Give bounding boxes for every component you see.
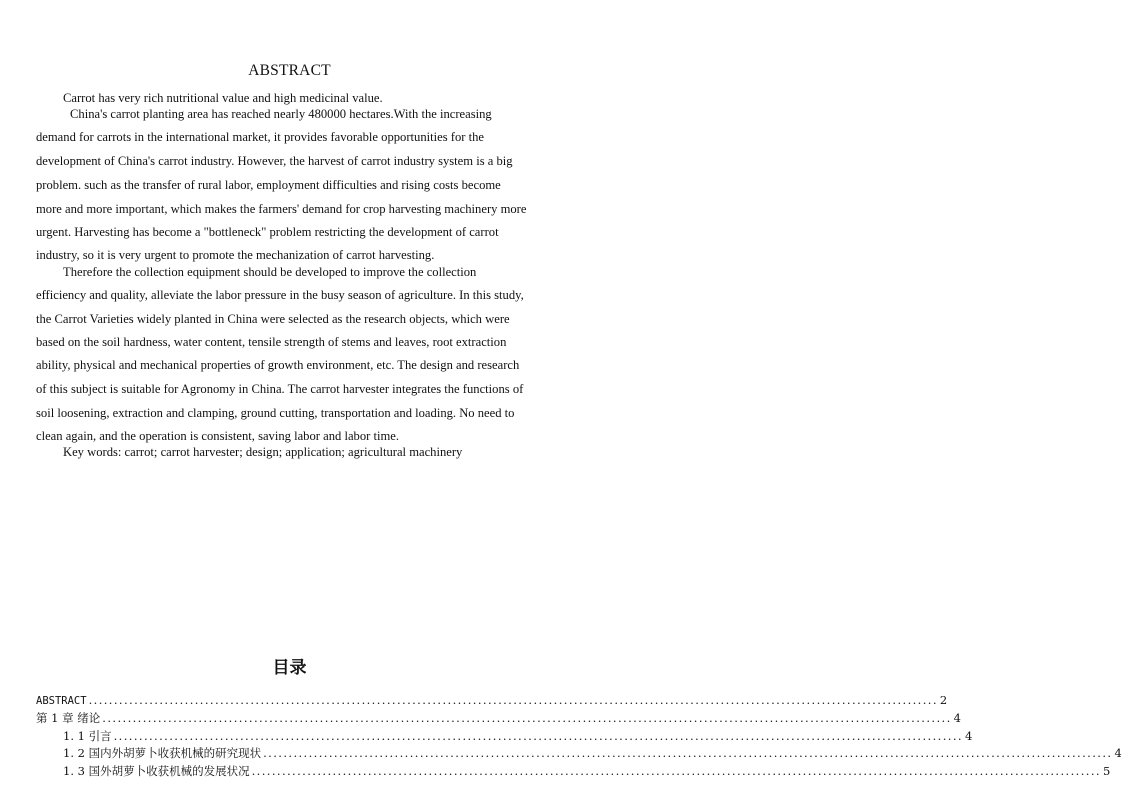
abstract-line: urgent. Harvesting has become a "bottleneck" problem restricting the development of carrot bbox=[36, 225, 499, 239]
toc-entry-page: 4 bbox=[1114, 746, 1122, 760]
abstract-line: clean again, and the operation is consistent, saving labor and labor time. bbox=[36, 429, 400, 443]
abstract-line: problem. such as the transfer of rural labor, employment difficulties and rising costs become bbox=[36, 178, 501, 192]
abstract-line: China's carrot planting area has reached nearly 480000 hectares.With the increasing bbox=[70, 107, 492, 121]
abstract-line: based on the soil hardness, water content, tensile strength of stems and leaves, root extraction bbox=[36, 335, 507, 349]
abstract-line: more and more important, which makes the farmers' demand for crop harvesting machinery more bbox=[36, 202, 527, 216]
toc-entry-label: ABSTRACT bbox=[36, 695, 87, 707]
toc-entry-page: 4 bbox=[953, 711, 961, 725]
toc-entry[interactable] bbox=[63, 746, 1122, 761]
toc-entry-page: 4 bbox=[964, 729, 973, 743]
toc-leader-dots: ........................................................................................................................................................................ bbox=[113, 729, 963, 743]
abstract-heading: ABSTRACT bbox=[248, 62, 331, 79]
abstract-line: of this subject is suitable for Agronomy in China. The carrot harvester integrates the functions of bbox=[36, 382, 524, 396]
toc-heading: 目录 bbox=[272, 658, 307, 678]
toc-entry[interactable] bbox=[36, 711, 961, 726]
toc-leader-dots: ........................................................................................................................................................................ bbox=[102, 711, 952, 725]
toc-entry-page: 2 bbox=[939, 693, 948, 707]
toc-entry[interactable] bbox=[63, 729, 973, 744]
abstract-line: ability, physical and mechanical properties of growth environment, etc. The design and research bbox=[36, 358, 520, 372]
abstract-line: Key words: carrot; carrot harvester; design; application; agricultural machinery bbox=[63, 445, 463, 459]
toc-entry[interactable] bbox=[63, 764, 1111, 779]
abstract-line: Carrot has very rich nutritional value and high medicinal value. bbox=[63, 91, 383, 105]
abstract-line: Therefore the collection equipment should be developed to improve the collection bbox=[63, 265, 477, 279]
toc-leader-dots: ........................................................................................................................................................................ bbox=[263, 746, 1113, 760]
toc-leader-dots: ........................................................................................................................................................................ bbox=[251, 764, 1101, 778]
toc-entry-label: 1. 3 国外胡萝卜收获机械的发展状况 bbox=[63, 764, 250, 778]
toc-entry-label: 第 1 章 绪论 bbox=[36, 711, 101, 725]
toc-entry-label: 1. 2 国内外胡萝卜收获机械的研究现状 bbox=[63, 746, 262, 760]
toc-leader-dots: ........................................................................................................................................................................ bbox=[88, 693, 938, 707]
toc-entry[interactable] bbox=[36, 693, 948, 708]
abstract-line: efficiency and quality, alleviate the labor pressure in the busy season of agriculture. In this study, bbox=[36, 288, 524, 302]
toc-entry-page: 5 bbox=[1102, 764, 1111, 778]
abstract-line: demand for carrots in the international market, it provides favorable opportunities for the bbox=[36, 130, 484, 144]
abstract-line: industry, so it is very urgent to promote the mechanization of carrot harvesting. bbox=[36, 248, 435, 262]
abstract-line: the Carrot Varieties widely planted in China were selected as the research objects, which were bbox=[36, 312, 510, 326]
toc-entry-label: 1. 1 引言 bbox=[63, 729, 112, 743]
abstract-line: soil loosening, extraction and clamping, ground cutting, transportation and loading. No need to bbox=[36, 406, 515, 420]
abstract-line: development of China's carrot industry. However, the harvest of carrot industry system is a big bbox=[36, 154, 513, 168]
